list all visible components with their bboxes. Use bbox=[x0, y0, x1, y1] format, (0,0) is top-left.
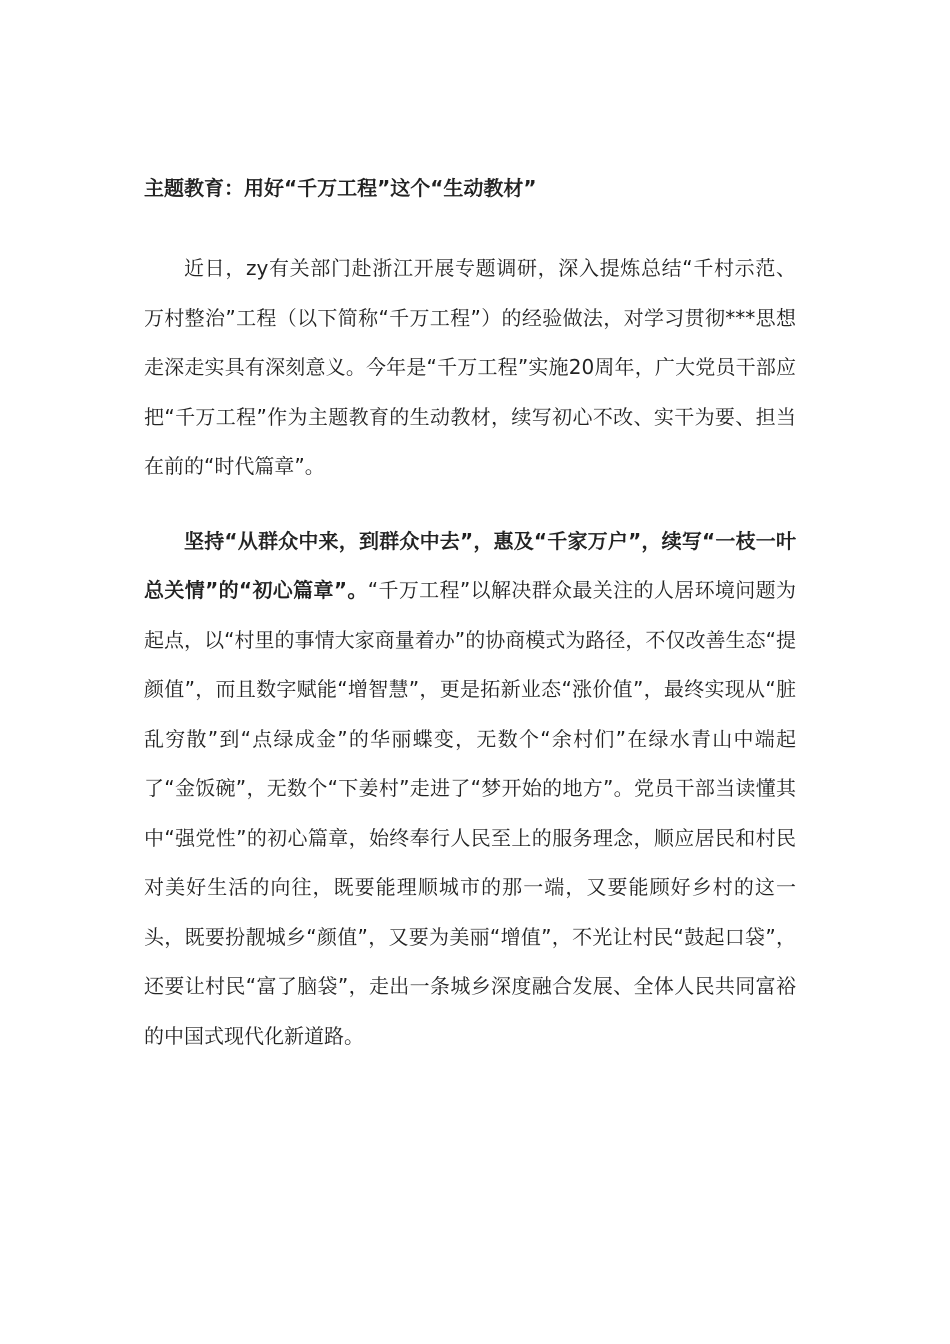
document-body bbox=[144, 168, 796, 1061]
paragraph-section-1-lead: 坚持“从群众中来，到群众中去”，惠及“千家万户”，续写“一枝一叶总关情”的“初心篇章”。 bbox=[144, 528, 796, 602]
paragraph-section-1 bbox=[144, 517, 796, 1062]
paragraph-intro bbox=[144, 244, 796, 492]
paragraph-intro-text: 近日，zy有关部门赴浙江开展专题调研，深入提炼总结“千村示范、万村整治”工程（以下简称“千万工程”）的经验做法，对学习贯彻***思想走深走实具有深刻意义。今年是“千万工程”实施20周年，广大党员干部应把“千万工程”作为主题教育的生动教材，续写初心不改、实干为要、担当在前的“时代篇章”。 bbox=[144, 256, 796, 478]
document-title: 主题教育：用好“千万工程”这个“生动教材” bbox=[144, 176, 537, 200]
paragraph-section-1-text: “千万工程”以解决群众最关注的人居环境问题为起点，以“村里的事情大家商量着办”的协商模式为路径，不仅改善生态“提颜值”，而且数字赋能“增智慧”，更是拓新业态“涨价值”，最终实现从“脏乱穷散”到“点绿成金”的华丽蝶变，无数个“余村们”在绿水青山中端起了“金饭碗”，无数个“下姜村”走进了“梦开始的地方”。党员干部当读懂其中“强党性”的初心篇章，始终奉行人民至上的服务理念，顺应居民和村民对美好生活的向往，既要能理顺城市的那一端，又要能顾好乡村的这一头，既要扮靓城乡“颜值”，又要为美丽“增值”，不光让村民“鼓起口袋”，还要让村民“富了脑袋”，走出一条城乡深度融合发展、全体人民共同富裕的中国式现代化新道路。 bbox=[144, 578, 796, 1048]
